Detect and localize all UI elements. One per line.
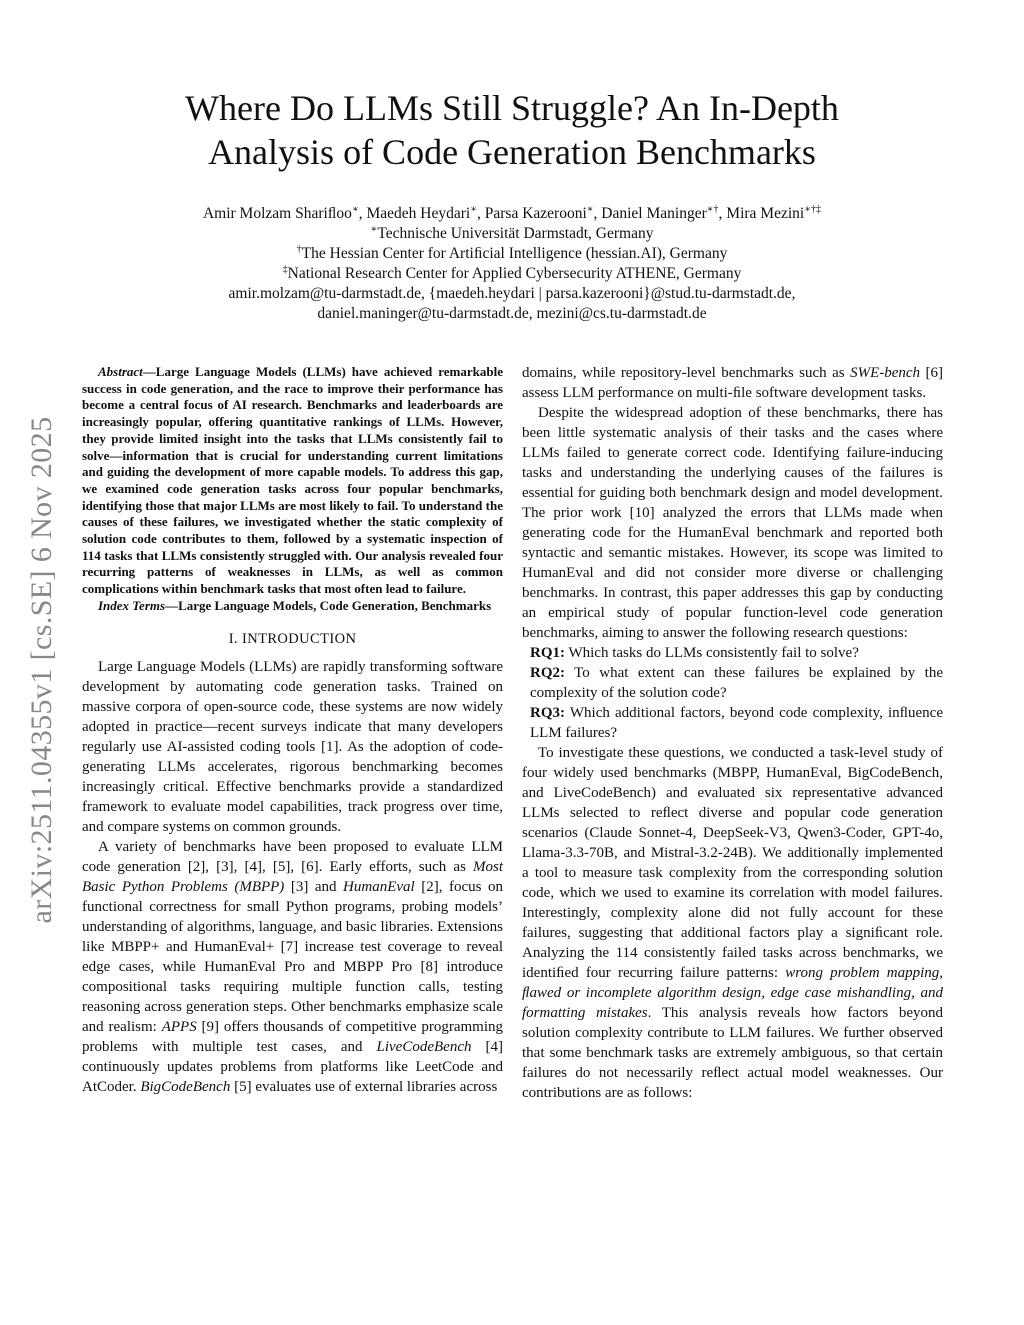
abstract (82, 364, 503, 598)
index-terms-lead: Index Terms (98, 597, 166, 613)
abstract-lead: Abstract (98, 364, 143, 379)
author-1: Amir Molzam Shariﬂoo (202, 205, 352, 222)
title-line-1: Where Do LLMs Still Struggle? An In-Depth (185, 88, 839, 128)
arxiv-identifier-text: arXiv:2511.04355v1 [cs.SE] 6 Nov 2025 (25, 416, 58, 924)
abstract-text: —Large Language Models (LLMs) have achieved remarkable success in code generation, and the race to improve their performance has become a central focus of AI research. Benchmarks and leaderboards are increasingly popular, offering quantitative rankings of LLMs. However, they provide limited insight into the tasks that LLMs consistently fail to solve—information that is crucial for understanding current limitations and guiding the development of more capable models. To address this gap, we examined code generation tasks across four popular benchmarks, identifying those that major LLMs are most likely to fail. To understand the causes of these failures, we investigated whether the static complexity of solution code contributes to them, followed by a systematic inspection of 114 tasks that LLMs consistently struggled with. Our analysis revealed four recurring patterns of weaknesses in LLMs, as well as common complications within benchmark tasks that most often lead to failure. (82, 364, 503, 597)
research-question-3: RQ3: Which additional factors, beyond code complexity, inﬂuence LLM failures? (530, 705, 943, 741)
affiliation-1: ∗Technische Universität Darmstadt, Germany (370, 223, 654, 242)
arxiv-identifier-stamp (16, 380, 68, 960)
affiliation-2: †The Hessian Center for Artiﬁcial Intelligence (hessian.AI), Germany (296, 243, 728, 262)
index-terms (82, 598, 503, 615)
right-paragraph-0: domains, while repository-level benchmarks such as SWE-bench [6] assess LLM performance on multi-ﬁle software development tasks. (522, 365, 943, 401)
author-3: Parsa Kazerooni (484, 205, 587, 222)
author-4: Daniel Maninger (601, 205, 707, 222)
intro-paragraph-1: Large Language Models (LLMs) are rapidly transforming software development by automating code generation tasks. Trained on massive corpora of open-source code, these systems are now widely adopted in practice—recent surveys indicate that many developers regularly use AI-assisted coding tools [1]. As the adoption of code-generating LLMs accelerates, rigorous benchmarking becomes increasingly critical. Effective benchmarks provide a standardized framework to evaluate model capabilities, track progress over time, and compare systems on common grounds. (82, 658, 503, 835)
right-paragraph-1: Despite the widespread adoption of these benchmarks, there has been little systematic analysis of their tasks and the cases where LLMs failed to generate correct code. Identifying failure-inducing tasks and understanding the underlying causes of the failures is essential for guiding both benchmark design and model development. The prior work [10] analyzed the errors that LLMs made when generating code for the HumanEval benchmark and reported both syntactic and semantic mistakes. However, its scope was limited to HumanEval and did not consider more diverse or challenging benchmarks. In contrast, this paper addresses this gap by conducting an empirical study of popular function-level code generation benchmarks, aiming to answer the following research questions: (522, 405, 943, 641)
affiliation-3: ‡National Research Center for Applied Cybersecurity ATHENE, Germany (282, 263, 742, 282)
index-terms-text: —Large Language Models, Code Generation, Benchmarks (165, 597, 492, 613)
title-line-2: Analysis of Code Generation Benchmarks (208, 132, 816, 172)
author-2: Maedeh Heydari (366, 205, 471, 222)
author-5: Mira Mezini (726, 205, 805, 222)
intro-paragraph-2: A variety of benchmarks have been proposed to evaluate LLM code generation [2], [3], [4], [5], [6]. Early efforts, such as Most Basic Python Problems (MBPP) [3] and HumanEval [2], focus on functional correctness for small Python programs, probing models’ understanding of algorithms, language, and basic libraries. Extensions like MBPP+ and HumanEval+ [7] increase test coverage to reveal edge cases, while HumanEval Pro and MBPP Pro [8] introduce compositional tasks requiring multiple function calls, testing reasoning across generation steps. Other benchmarks emphasize scale and realism: APPS [9] offers thousands of competitive programming problems with multiple test cases, and LiveCodeBench [4] continuously updates problems from platforms like LeetCode and AtCoder. BigCodeBench [5] evaluates use of external libraries across (82, 838, 504, 1095)
author-names: Amir Molzam Shariﬂoo∗, Maedeh Heydari∗, Parsa Kazerooni∗, Daniel Maninger∗†, Mira Mezini∗†‡ (202, 203, 822, 222)
author-emails-2: daniel.maninger@tu-darmstadt.de, mezini@cs.tu-darmstadt.de (317, 305, 707, 322)
author-block (80, 204, 944, 324)
right-column (522, 363, 943, 1103)
research-question-2: RQ2: To what extent can these failures be explained by the complexity of the solution code? (530, 665, 943, 701)
right-paragraph-2: To investigate these questions, we conducted a task-level study of four widely used benchmarks (MBPP, HumanEval, BigCodeBench, and LiveCodeBench) and evaluated six representative advanced LLMs selected to reﬂect diverse and popular code generation scenarios (Claude Sonnet-4, DeepSeek-V3, Qwen3-Coder, GPT-4o, Llama-3.3-70B, and Mistral-3.2-24B). We additionally implemented a tool to measure task complexity from the corresponding solution code, which we used to examine its correlation with model failures. Interestingly, complexity alone did not fully account for these failures, suggesting that additional factors play a signiﬁcant role. Analyzing the 114 consistently failed tasks across benchmarks, we identiﬁed four recurring failure patterns: wrong problem mapping, ﬂawed or incomplete algorithm design, edge case mishandling, and formatting mistakes. This analysis reveals how factors beyond solution complexity contribute to LLM failures. We further observed that some benchmark tasks are extremely ambiguous, so that certain failures do not necessarily reﬂect actual model weaknesses. Our contributions are as follows: (522, 745, 943, 1101)
paper-title (100, 86, 924, 174)
author-emails-1: amir.molzam@tu-darmstadt.de, {maedeh.heydari | parsa.kazerooni}@stud.tu-darmstadt.de, (228, 285, 796, 302)
left-column (82, 364, 503, 1097)
section-heading-introduction: I. INTRODUCTION (228, 630, 357, 647)
research-question-1: RQ1: Which tasks do LLMs consistently fail to solve? (530, 645, 859, 661)
